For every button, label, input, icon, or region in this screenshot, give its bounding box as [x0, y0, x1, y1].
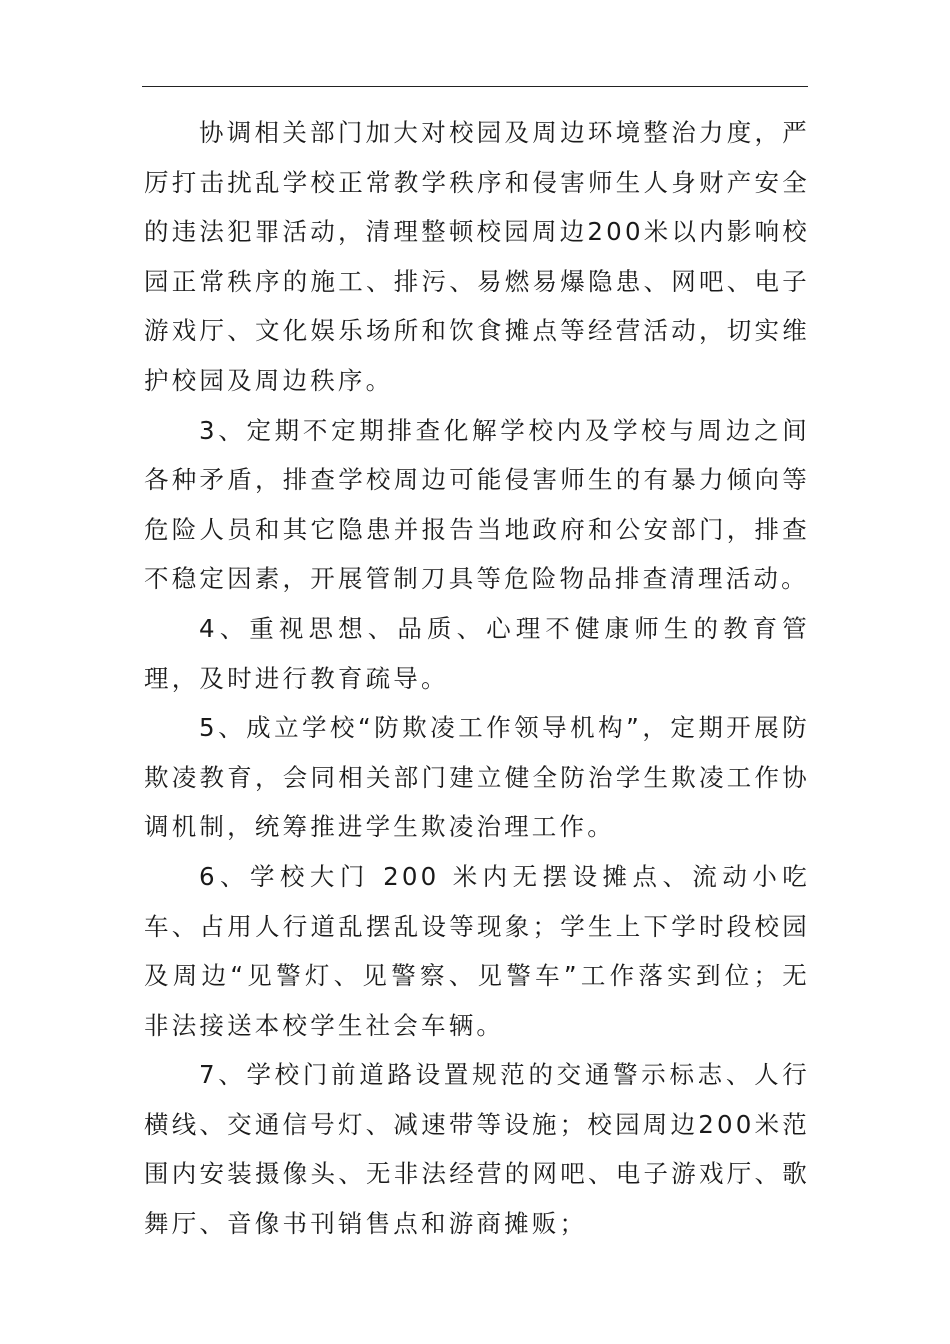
paragraph-item-5: 5、成立学校“防欺凌工作领导机构”，定期开展防欺凌教育，会同相关部门建立健全防治学生欺凌工作协调机制，统筹推进学生欺凌治理工作。 [144, 713, 810, 842]
document-body [144, 108, 810, 1249]
paragraph-item-3: 3、定期不定期排查化解学校内及学校与周边之间各种矛盾，排查学校周边可能侵害师生的有暴力倾向等危险人员和其它隐患并报告当地政府和公安部门，排查不稳定因素，开展管制刀具等危险物品排查清理活动。 [144, 415, 810, 594]
paragraph-item-7: 7、学校门前道路设置规范的交通警示标志、人行横线、交通信号灯、减速带等设施；校园周边200米范围内安装摄像头、无非法经营的网吧、电子游戏厅、歌舞厅、音像书刊销售点和游商摊贩； [144, 1060, 810, 1239]
header-rule [142, 86, 808, 87]
paragraph-item-6: 6、学校大门 200 米内无摆设摊点、流动小吃车、占用人行道乱摆乱设等现象；学生上下学时段校园及周边“见警灯、见警察、见警车”工作落实到位；无非法接送本校学生社会车辆。 [144, 861, 810, 1040]
paragraph-item-4: 4、重视思想、品质、心理不健康师生的教育管理，及时进行教育疏导。 [144, 613, 810, 693]
paragraph-campus-environment: 协调相关部门加大对校园及周边环境整治力度，严厉打击扰乱学校正常教学秩序和侵害师生人身财产安全的违法犯罪活动，清理整顿校园周边200米以内影响校园正常秩序的施工、排污、易燃易爆隐患、网吧、电子游戏厅、文化娱乐场所和饮食摊点等经营活动，切实维护校园及周边秩序。 [144, 118, 810, 395]
